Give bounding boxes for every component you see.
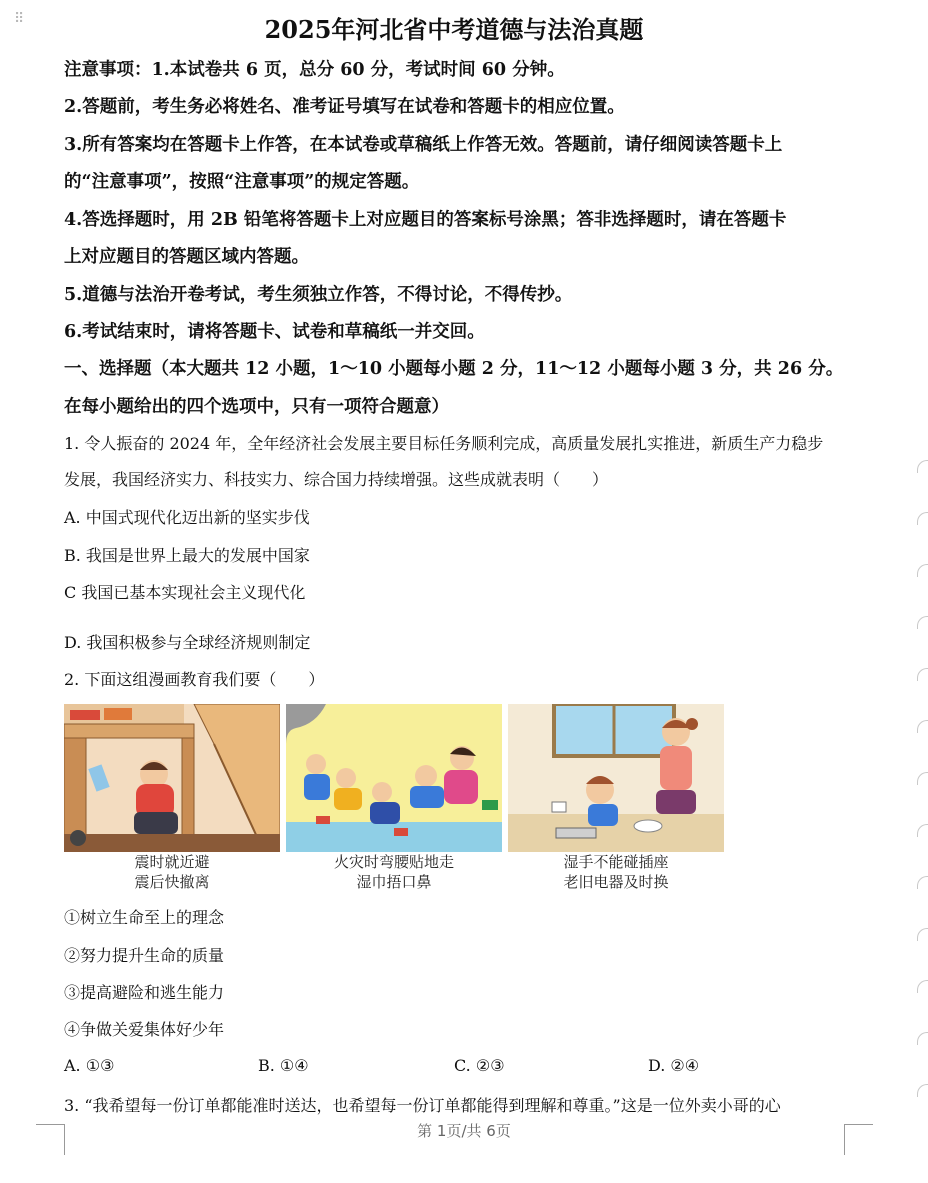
notice-line: 3.所有答案均在答题卡上作答，在本试卷或草稿纸上作答无效。答题前，请仔细阅读答题卡上 — [64, 135, 783, 155]
section-header: 在每小题给出的四个选项中，只有一项符合题意） — [64, 397, 449, 417]
fire-escape-illustration — [286, 704, 502, 852]
q2-statement: ②努力提升生命的质量 — [64, 946, 225, 965]
comic-strip — [64, 704, 726, 894]
comic-panel-electrical — [508, 704, 724, 894]
notice-line: 上对应题目的答题区域内答题。 — [64, 247, 309, 267]
comic-panel-fire — [286, 704, 502, 894]
page-title: 2025年河北省中考道德与法治真题 — [264, 15, 644, 44]
page-footer: 第 1页/共 6页 — [417, 1122, 511, 1140]
margin-mark — [917, 564, 928, 577]
q2-choice-c: C. ②③ — [454, 1056, 505, 1075]
caption-line: 老旧电器及时换 — [563, 873, 669, 891]
margin-mark — [917, 928, 928, 941]
q1-option-c: C 我国已基本实现社会主义现代化 — [64, 583, 306, 602]
margin-mark — [917, 512, 928, 525]
margin-mark — [917, 460, 928, 473]
q1-option-a: A. 中国式现代化迈出新的坚实步伐 — [64, 508, 310, 527]
q2-choice-d: D. ②④ — [648, 1056, 700, 1075]
q2-stem: 2. 下面这组漫画教育我们要（ ） — [64, 670, 325, 689]
earthquake-illustration — [64, 704, 280, 852]
margin-mark — [917, 824, 928, 837]
caption-line: 震时就近避 — [134, 853, 210, 871]
margin-marks — [914, 440, 928, 1140]
notice-line: 4.答选择题时，用 2B 铅笔将答题卡上对应题目的答案标号涂黑；答非选择题时，请在答题卡 — [64, 210, 787, 230]
q2-statement: ①树立生命至上的理念 — [64, 908, 225, 927]
caption-line: 震后快撤离 — [134, 873, 210, 891]
margin-mark — [917, 668, 928, 681]
q1-stem: 发展，我国经济实力、科技实力、综合国力持续增强。这些成就表明（ ） — [64, 470, 609, 489]
caption-line: 湿巾捂口鼻 — [356, 873, 432, 891]
q2-choice-a: A. ①③ — [64, 1056, 115, 1075]
notice-line: 的“注意事项”，按照“注意事项”的规定答题。 — [64, 172, 420, 192]
margin-mark — [917, 980, 928, 993]
margin-mark — [917, 720, 928, 733]
q2-choice-b: B. ①④ — [258, 1056, 309, 1075]
comic-panel-earthquake — [64, 704, 280, 894]
q2-statement: ③提高避险和逃生能力 — [64, 983, 225, 1002]
q1-option-d: D. 我国积极参与全球经济规则制定 — [64, 633, 311, 652]
section-header: 一、选择题（本大题共 12 小题，1～10 小题每小题 2 分，11～12 小题每小题 3 分，共 26 分。 — [64, 359, 844, 379]
margin-mark — [917, 616, 928, 629]
q1-stem: 1. 令人振奋的 2024 年，全年经济社会发展主要目标任务顺利完成，高质量发展扎实推进，新质生产力稳步 — [64, 434, 824, 453]
caption-line: 火灾时弯腰贴地走 — [333, 853, 454, 871]
q2-statement: ④争做关爱集体好少年 — [64, 1020, 225, 1039]
notice-line: 6.考试结束时，请将答题卡、试卷和草稿纸一并交回。 — [64, 322, 485, 342]
margin-mark — [917, 876, 928, 889]
electrical-safety-illustration — [508, 704, 724, 852]
margin-mark — [917, 1032, 928, 1045]
notice-line: 2.答题前，考生务必将姓名、准考证号填写在试卷和答题卡的相应位置。 — [64, 97, 625, 117]
q1-option-b: B. 我国是世界上最大的发展中国家 — [64, 546, 310, 565]
q3-stem: 3. “我希望每一份订单都能准时送达，也希望每一份订单都能得到理解和尊重。”这是一位外卖小哥的心 — [64, 1096, 781, 1115]
notice-line: 注意事项：1.本试卷共 6 页，总分 60 分，考试时间 60 分钟。 — [64, 60, 565, 80]
margin-mark — [917, 1084, 928, 1097]
notice-line: 5.道德与法治开卷考试，考生须独立作答，不得讨论，不得传抄。 — [64, 285, 573, 305]
caption-line: 湿手不能碰插座 — [563, 853, 669, 871]
margin-mark — [917, 772, 928, 785]
drag-handle-icon[interactable]: ⠿ — [14, 11, 26, 27]
